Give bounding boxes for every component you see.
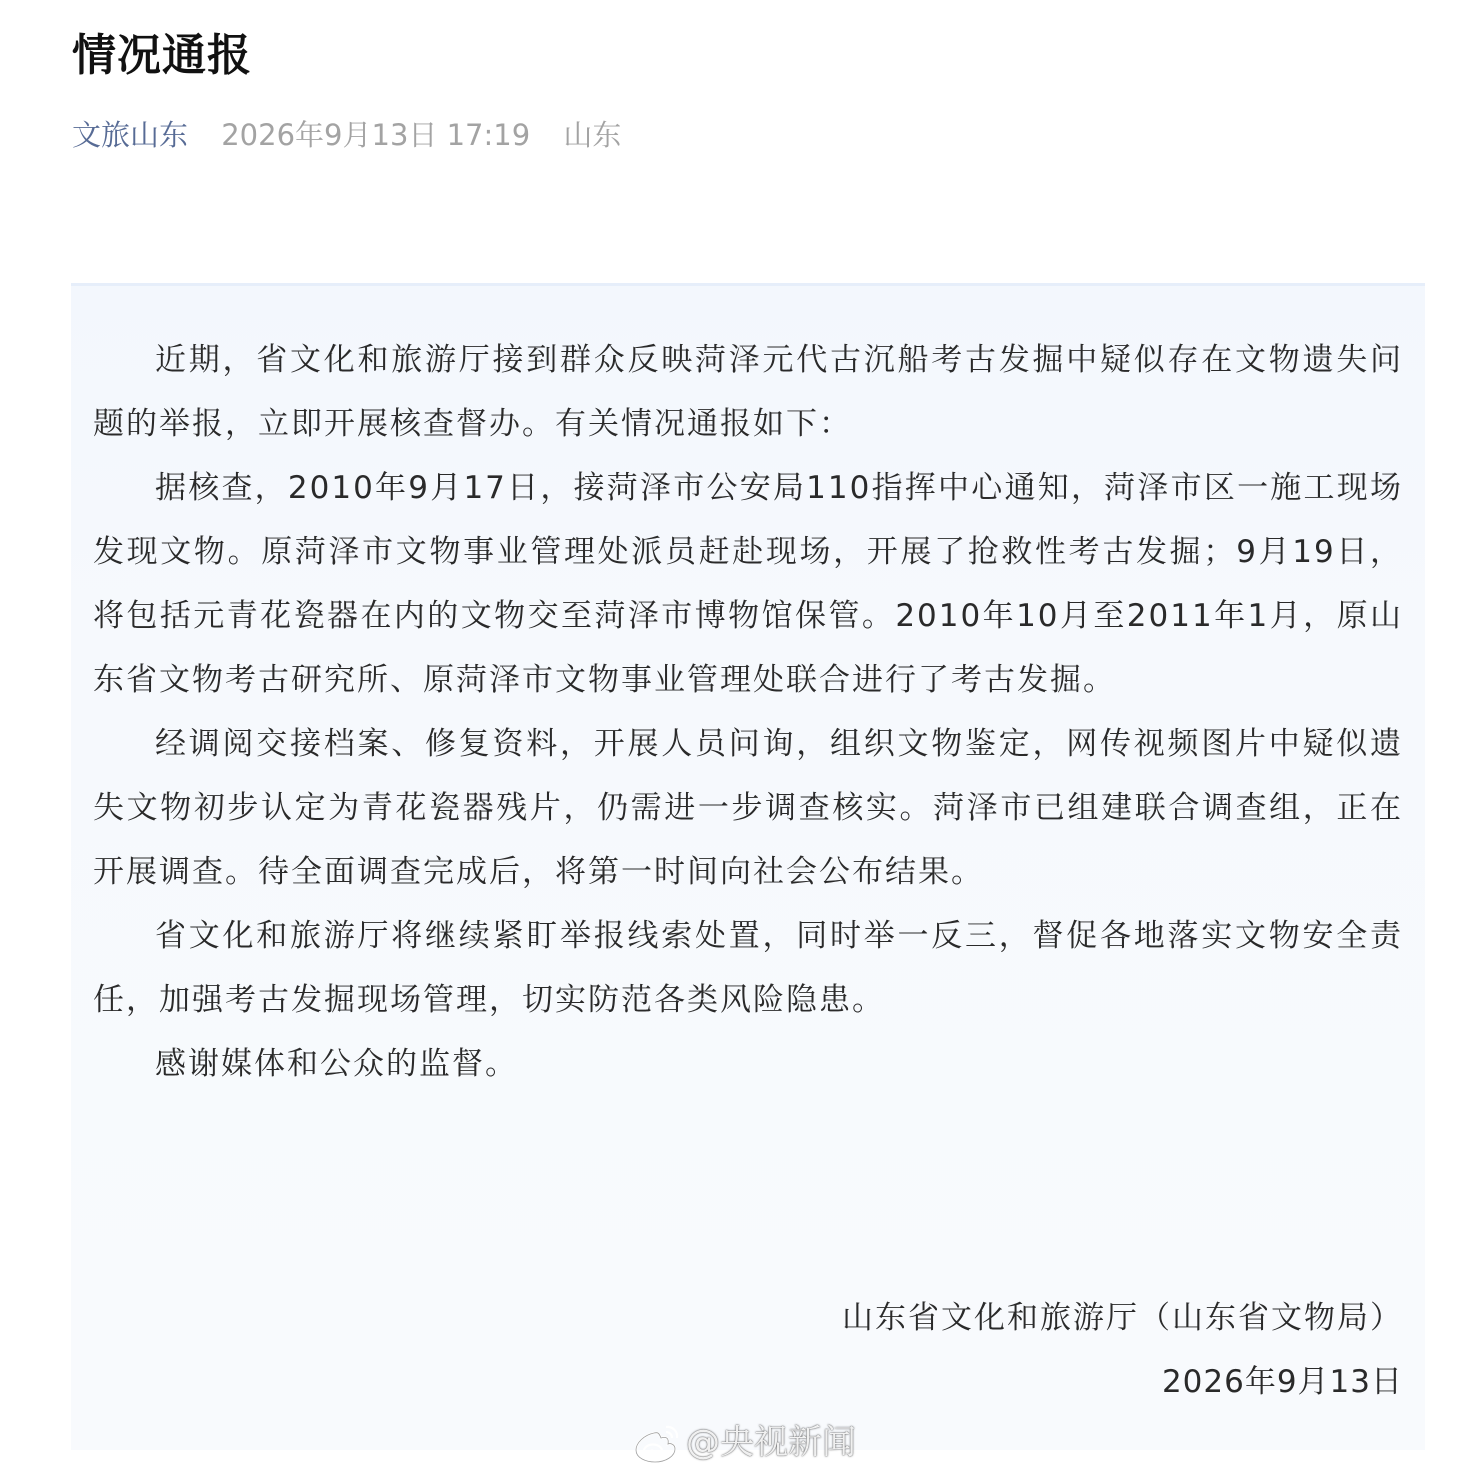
watermark (632, 1415, 856, 1467)
watermark-text: @央视新闻 (686, 1422, 856, 1463)
notice-paragraph: 据核查，2010年9月17日，接菏泽市公安局110指挥中心通知，菏泽市区一施工现场发现文物。原菏泽市文物事业管理处派员赶赴现场，开展了抢救性考古发掘；9月19日，将包括元青花瓷器在内的文物交至菏泽市博物馆保管。2010年10月至2011年1月，原山东省文物考古研究所、原菏泽市文物事业管理处联合进行了考古发掘。 (93, 470, 1403, 698)
article-meta (72, 112, 621, 158)
notice-paragraph: 省文化和旅游厅将继续紧盯举报线索处置，同时举一反三，督促各地落实文物安全责任，加强考古发掘现场管理，切实防范各类风险隐患。 (93, 918, 1403, 1018)
notice-image (71, 283, 1425, 1450)
signature-date: 2026年9月13日 (1161, 1364, 1403, 1400)
notice-body (93, 328, 1403, 1096)
notice-paragraph: 经调阅交接档案、修复资料，开展人员问询，组织文物鉴定，网传视频图片中疑似遗失文物初步认定为青花瓷器残片，仍需进一步调查核实。菏泽市已组建联合调查组，正在开展调查。待全面调查完成后，将第一时间向社会公布结果。 (93, 726, 1403, 890)
account-name-link[interactable]: 文旅山东 (72, 118, 189, 152)
publish-datetime: 2026年9月13日 17:19 (221, 118, 531, 152)
publish-location: 山东 (563, 118, 622, 152)
page-title: 情况通报 (72, 30, 252, 81)
signature-organization: 山东省文化和旅游厅（山东省文物局） (842, 1300, 1403, 1336)
notice-paragraph: 感谢媒体和公众的监督。 (155, 1046, 518, 1082)
weibo-icon (632, 1421, 684, 1465)
notice-paragraph: 近期，省文化和旅游厅接到群众反映菏泽元代古沉船考古发掘中疑似存在文物遗失问题的举报，立即开展核查督办。有关情况通报如下： (93, 342, 1403, 442)
